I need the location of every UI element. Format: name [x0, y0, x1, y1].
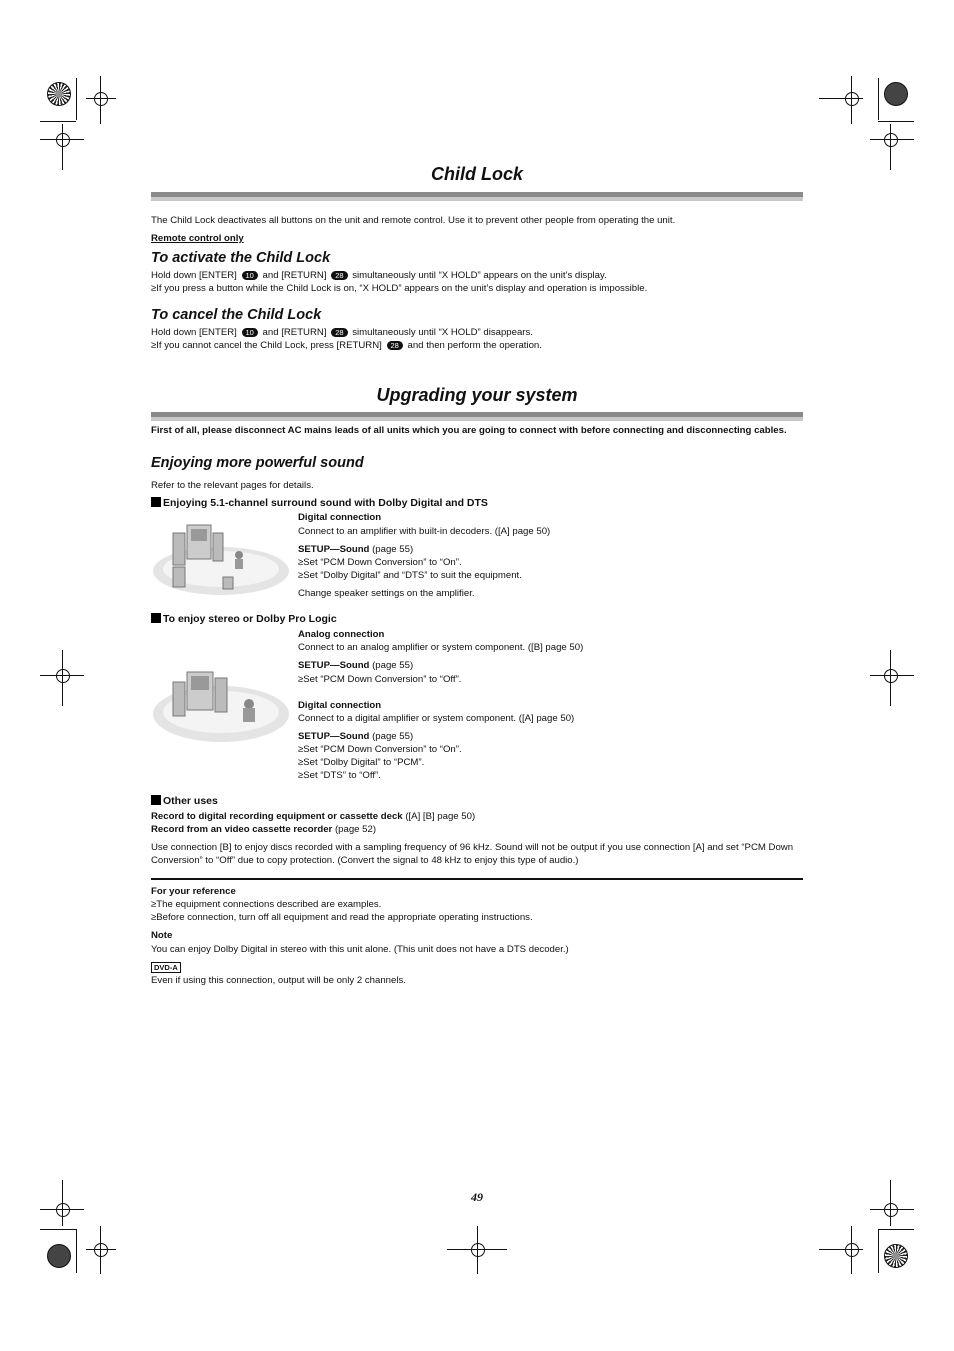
crosshair-icon [56, 669, 70, 683]
s51-digital-text: Connect to an amplifier with built-in decoders. ([A] page 50) [298, 526, 551, 537]
activate-note: ≥If you press a button while the Child Lock is on, “X HOLD” appears on the unit’s display and operation is impossible. [151, 283, 648, 294]
crosshair-icon [845, 1243, 859, 1257]
crosshair-icon [471, 1243, 485, 1257]
upgrading-title: Upgrading your system [376, 385, 578, 405]
child-lock-intro: The Child Lock deactivates all buttons on the unit and remote control. Use it to prevent other people from operating the unit. [151, 215, 676, 226]
refer-text: Refer to the relevant pages for details. [151, 480, 314, 491]
crosshair-icon [884, 133, 898, 147]
crosshair-icon [94, 1243, 108, 1257]
section-rule [151, 192, 803, 201]
stereo-bullet: ≥Set “PCM Down Conversion” to “On”. [298, 744, 462, 755]
activate-heading: To activate the Child Lock [151, 250, 331, 266]
crosshair-icon [884, 1203, 898, 1217]
crosshair-icon [94, 92, 108, 106]
cancel-line: Hold down [ENTER] 10 and [RETURN] 28 simultaneously until “X HOLD” disappears. [151, 327, 533, 338]
enjoying-heading: Enjoying more powerful sound [151, 455, 364, 471]
stereo-heading: To enjoy stereo or Dolby Pro Logic [151, 613, 337, 626]
s51-setup: SETUP—Sound (page 55) [298, 544, 414, 555]
crosshair-icon [845, 92, 859, 106]
reference-bullet: ≥The equipment connections described are examples. [151, 899, 382, 910]
s51-bullet: ≥Set “PCM Down Conversion” to “On”. [298, 557, 462, 568]
dvd-a-tag: DVD-A [151, 962, 181, 973]
reference-bullet: ≥Before connection, turn off all equipment and read the appropriate operating instructions. [151, 912, 533, 923]
button-number-badge: 28 [387, 341, 403, 350]
other-uses-note: Use connection [B] to enjoy discs recorded with a sampling frequency of 96 kHz. Sound will not be output if you use connection [A] and set “PCM Down Conversion” to “Off” due to copy protection. (Convert the signal to 48 kHz to enjoy this type of audio.) [151, 842, 794, 866]
other-record-1: Record to digital recording equipment or cassette deck ([A] [B] page 50) [151, 811, 476, 822]
stereo-digital-text: Connect to a digital amplifier or system component. ([A] page 50) [298, 713, 575, 724]
stereo-setup-2: SETUP—Sound (page 55) [298, 731, 414, 742]
stereo-analog-connection: Analog connection [298, 629, 385, 640]
s51-bullet: ≥Set “Dolby Digital” and “DTS” to suit the equipment. [298, 570, 522, 581]
divider [151, 878, 803, 880]
cancel-heading: To cancel the Child Lock [151, 307, 322, 323]
remote-only-label: Remote control only [151, 233, 244, 244]
disconnect-warning: First of all, please disconnect AC mains leads of all units which you are going to connect with before connecting and disconnecting cables. [151, 425, 787, 436]
note-heading: Note [151, 930, 173, 941]
button-number-badge: 28 [331, 271, 347, 280]
stereo-digital-connection: Digital connection [298, 700, 382, 711]
button-number-badge: 10 [242, 271, 258, 280]
section-rule [151, 412, 803, 421]
crosshair-icon [884, 669, 898, 683]
crop-circle-icon [884, 1244, 908, 1268]
cancel-note: ≥If you cannot cancel the Child Lock, press [RETURN] 28 and then perform the operation. [151, 340, 542, 351]
crop-circle-icon [47, 82, 71, 106]
surround-system-illustration [151, 515, 291, 597]
black-square-icon [151, 497, 161, 507]
stereo-bullet: ≥Set “PCM Down Conversion” to “Off”. [298, 674, 462, 685]
s51-heading: Enjoying 5.1-channel surround sound with Dolby Digital and DTS [151, 497, 488, 510]
s51-digital-connection: Digital connection [298, 512, 382, 523]
s51-speaker-note: Change speaker settings on the amplifier. [298, 588, 475, 599]
button-number-badge: 28 [331, 328, 347, 337]
dvd-a-tag-wrap [151, 961, 181, 974]
crop-circle-icon [47, 1244, 71, 1268]
reference-heading: For your reference [151, 886, 236, 897]
stereo-analog-text: Connect to an analog amplifier or system component. ([B] page 50) [298, 642, 584, 653]
note-text: You can enjoy Dolby Digital in stereo with this unit alone. (This unit does not have a DTS decoder.) [151, 944, 569, 955]
dvd-a-text: Even if using this connection, output will be only 2 channels. [151, 975, 406, 986]
crosshair-icon [56, 1203, 70, 1217]
black-square-icon [151, 613, 161, 623]
black-square-icon [151, 795, 161, 805]
other-record-2: Record from an video cassette recorder (page 52) [151, 824, 377, 835]
page-number: 49 [471, 1190, 483, 1204]
crop-circle-icon [884, 82, 908, 106]
stereo-bullet: ≥Set “DTS” to “Off”. [298, 770, 381, 781]
button-number-badge: 10 [242, 328, 258, 337]
other-uses-heading: Other uses [151, 795, 218, 808]
crosshair-icon [56, 133, 70, 147]
activate-line: Hold down [ENTER] 10 and [RETURN] 28 simultaneously until “X HOLD” appears on the unit’s display. [151, 270, 607, 281]
child-lock-title: Child Lock [430, 164, 523, 184]
stereo-setup-1: SETUP—Sound (page 55) [298, 660, 414, 671]
stereo-bullet: ≥Set “Dolby Digital” to “PCM”. [298, 757, 425, 768]
stereo-system-illustration [151, 662, 291, 744]
